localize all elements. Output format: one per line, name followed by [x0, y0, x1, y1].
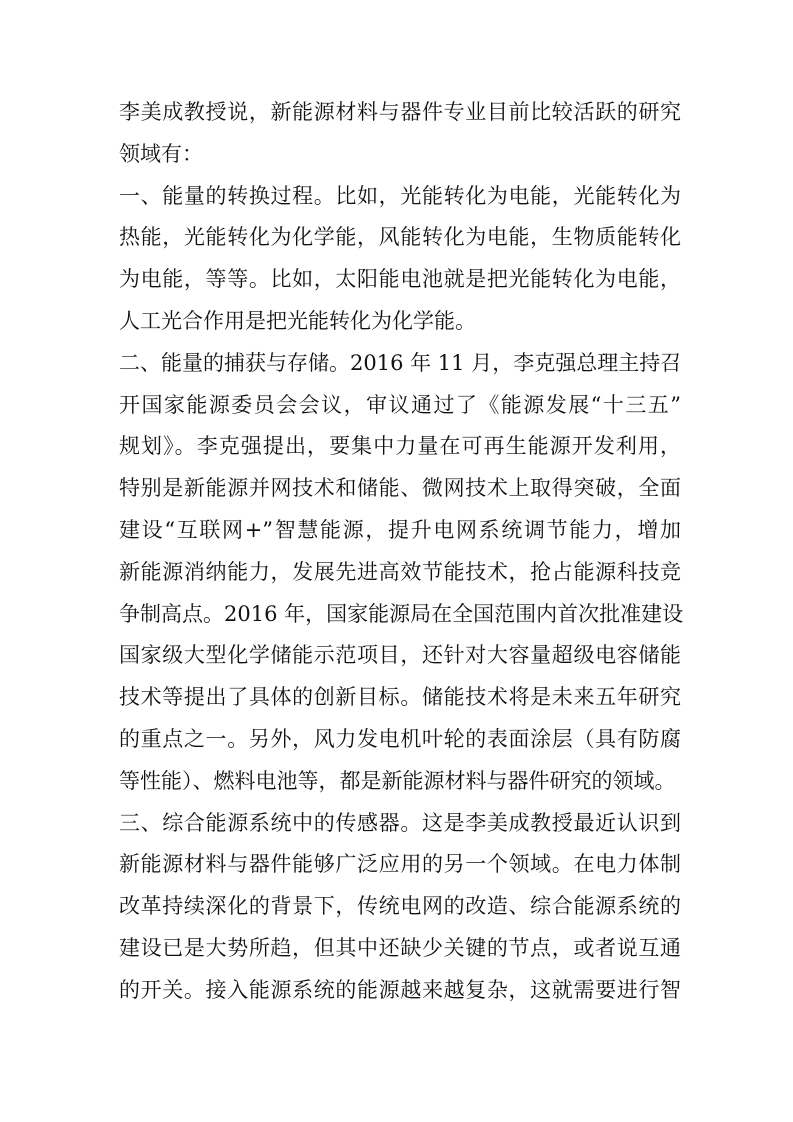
- text-line: 的开关。接入能源系统的能源越来越复杂，这就需要进行智: [119, 977, 681, 1002]
- text-line: 人工光合作用是把光能转化为化学能。: [119, 308, 476, 333]
- text-line: 改革持续深化的背景下，传统电网的改造、综合能源系统的: [119, 894, 681, 919]
- text-line: 的重点之一。另外，风力发电机叶轮的表面涂层（具有防腐: [119, 726, 681, 751]
- text-line: 李美成教授说，新能源材料与器件专业目前比较活跃的研究: [119, 100, 681, 124]
- text-line: 三、综合能源系统中的传感器。这是李美成教授最近认识到: [119, 810, 681, 835]
- text-line: 争制高点。2016 年，国家能源局在全国范围内首次批准建设: [119, 601, 684, 626]
- text-line: 为电能，等等。比如，太阳能电池就是把光能转化为电能，: [119, 267, 681, 292]
- text-line: 国家级大型化学储能示范项目，还针对大容量超级电容储能: [119, 643, 681, 668]
- text-line: 规划》。李克强提出，要集中力量在可再生能源开发利用，: [119, 434, 681, 459]
- text-line: 建设已是大势所趋，但其中还缺少关键的节点，或者说互通: [119, 935, 681, 960]
- text-line: 二、能量的捕获与存储。2016 年 11 月，李克强总理主持召: [119, 350, 682, 375]
- text-line: 等性能）、燃料电池等，都是新能源材料与器件研究的领域。: [119, 768, 676, 793]
- text-line: 新能源消纳能力，发展先进高效节能技术，抢占能源科技竞: [119, 559, 681, 584]
- text-line: 热能，光能转化为化学能，风能转化为电能，生物质能转化: [119, 225, 681, 250]
- body-text: [119, 92, 684, 1012]
- text-line: 开国家能源委员会会议，审议通过了《能源发展“十三五”: [119, 392, 681, 417]
- text-line: 一、能量的转换过程。比如，光能转化为电能，光能转化为: [119, 183, 681, 208]
- text-line: 新能源材料与器件能够广泛应用的另一个领域。在电力体制: [119, 852, 681, 877]
- text-line: 领域有：: [119, 141, 203, 166]
- text-line: 技术等提出了具体的创新目标。储能技术将是未来五年研究: [119, 685, 681, 710]
- text-line: 特别是新能源并网技术和储能、微网技术上取得突破，全面: [119, 476, 681, 501]
- text-line: 建设“互联网+”智慧能源，提升电网系统调节能力，增加: [119, 517, 681, 542]
